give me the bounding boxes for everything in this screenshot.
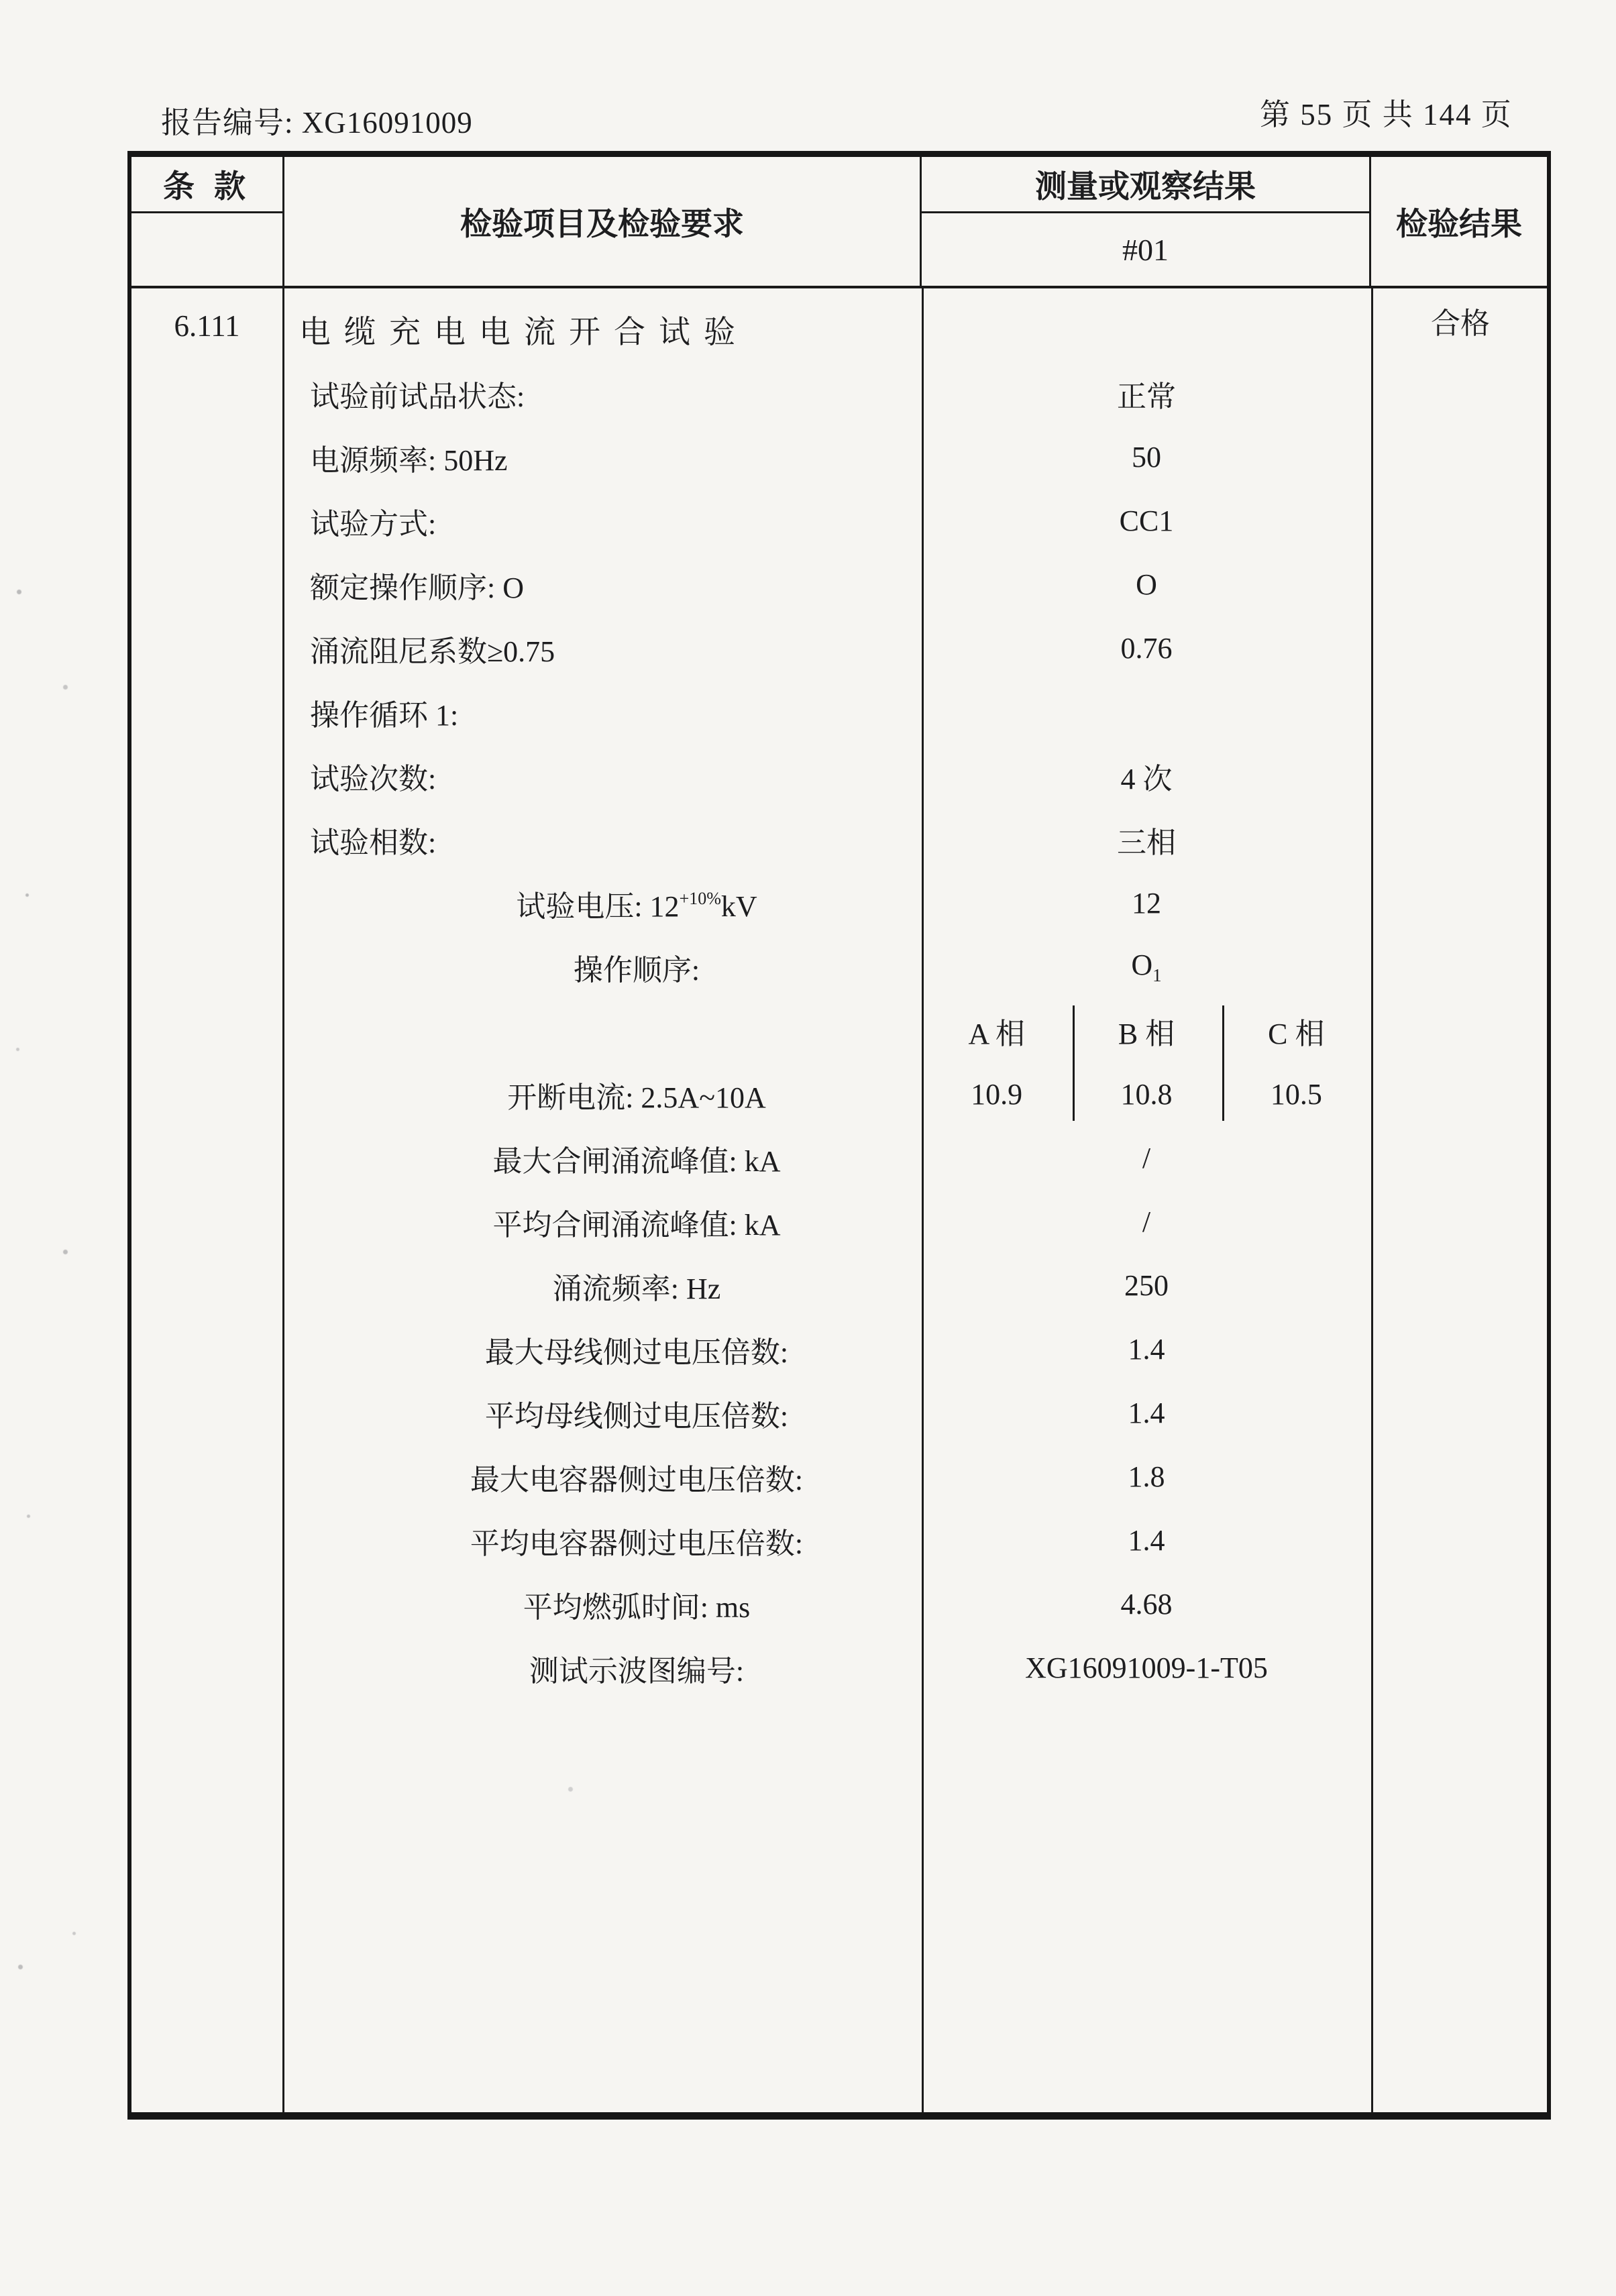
result-value: 1.4 xyxy=(1128,1397,1165,1429)
item-label: 涌流阻尼系数≥0.75 xyxy=(310,635,555,668)
item-label: 试验相数: xyxy=(310,826,437,859)
item-label: 平均燃弧时间: ms xyxy=(523,1590,751,1624)
test-voltage-unit: kV xyxy=(720,889,757,923)
table-row xyxy=(131,744,1547,808)
table-row xyxy=(131,362,1547,425)
table-body xyxy=(131,288,1547,2113)
item-label: 电缆充电电流开合试验 xyxy=(299,315,749,350)
page-indicator: 第 55 页 共 144 页 xyxy=(1260,98,1513,131)
result-value: / xyxy=(1142,1205,1151,1238)
phase-header-row xyxy=(922,1009,1371,1052)
item-label: 涌流频率: Hz xyxy=(552,1272,721,1305)
result-value: 正常 xyxy=(1117,380,1176,413)
item-label xyxy=(284,882,922,925)
phase-b-value: 10.8 xyxy=(1120,1078,1173,1111)
phase-values-row xyxy=(922,1077,1371,1111)
scan-artifacts xyxy=(0,0,3,3)
table-row xyxy=(131,999,1547,1062)
result-value: 12 xyxy=(1132,887,1161,920)
table-header xyxy=(131,157,1547,288)
item-label: 操作循环 1: xyxy=(310,698,459,732)
operating-sequence-subscript: 1 xyxy=(1152,965,1162,985)
item-label: 平均母线侧过电压倍数: xyxy=(484,1399,789,1433)
result-value: 4 次 xyxy=(1120,762,1173,796)
item-label: 最大电容器侧过电压倍数: xyxy=(470,1463,804,1496)
report-number: 报告编号: XG16091009 xyxy=(161,106,473,140)
voltage-tolerance-superscript: +10% xyxy=(679,888,721,908)
table-row xyxy=(131,616,1547,680)
result-value: 三相 xyxy=(1117,826,1176,859)
table-row xyxy=(131,1254,1547,1317)
item-label: 平均电容器侧过电压倍数: xyxy=(470,1527,804,1560)
item-label: 最大合闸涌流峰值: kA xyxy=(492,1144,781,1178)
item-label: 试验前试品状态: xyxy=(310,380,525,413)
result-value: 1.8 xyxy=(1128,1460,1165,1493)
table-row xyxy=(131,1445,1547,1509)
item-label: 操作顺序: xyxy=(573,953,700,987)
result-value: 1.4 xyxy=(1128,1333,1165,1366)
table-row xyxy=(131,1317,1547,1381)
result-value: 1.4 xyxy=(1128,1524,1165,1557)
result-value: / xyxy=(1142,1142,1151,1174)
table-row xyxy=(131,808,1547,871)
inspection-table xyxy=(127,151,1551,2120)
phase-results-block xyxy=(131,999,1547,1126)
header-result-group: 测量或观察结果 xyxy=(922,157,1371,213)
phase-column-divider xyxy=(1222,1005,1224,1121)
phase-column-divider xyxy=(1073,1005,1075,1121)
result-value: 250 xyxy=(1124,1269,1169,1302)
table-row xyxy=(131,553,1547,616)
table-row xyxy=(131,871,1547,935)
phase-c-value: 10.5 xyxy=(1270,1078,1322,1111)
phase-c-header: C 相 xyxy=(1268,1017,1325,1050)
item-label: 测试示波图编号: xyxy=(529,1654,745,1688)
column-divider xyxy=(922,288,924,2113)
table-row xyxy=(131,425,1547,489)
table-row xyxy=(131,489,1547,553)
item-label: 最大母线侧过电压倍数: xyxy=(484,1335,789,1369)
result-value xyxy=(922,948,1371,986)
item-label: 开断电流: 2.5A~10A xyxy=(507,1081,766,1114)
table-row xyxy=(131,935,1547,999)
header-clause-sub xyxy=(131,213,284,286)
column-divider xyxy=(282,288,284,2113)
result-value: O xyxy=(1136,568,1157,601)
item-label: 电源频率: 50Hz xyxy=(310,443,508,477)
operating-sequence-value: O xyxy=(1131,948,1153,981)
verdict-value: 合格 xyxy=(1431,307,1490,340)
table-row xyxy=(131,298,1547,362)
item-label: 平均合闸涌流峰值: kA xyxy=(492,1208,781,1242)
table-row xyxy=(131,1636,1547,1700)
item-label: 额定操作顺序: O xyxy=(310,571,524,604)
result-value: XG16091009-1-T05 xyxy=(1025,1651,1268,1684)
table-row xyxy=(131,1381,1547,1445)
result-value: CC1 xyxy=(1119,504,1174,537)
phase-b-header: B 相 xyxy=(1118,1017,1175,1050)
phase-a-header: A 相 xyxy=(968,1017,1025,1050)
header-result-sample: #01 xyxy=(922,213,1371,286)
result-value: 4.68 xyxy=(1120,1588,1173,1621)
table-row xyxy=(131,1062,1547,1126)
result-value: 0.76 xyxy=(1120,632,1173,665)
table-row xyxy=(131,680,1547,744)
header-item: 检验项目及检验要求 xyxy=(284,157,922,286)
table-row xyxy=(131,1190,1547,1254)
phase-a-value: 10.9 xyxy=(971,1078,1023,1111)
clause-number: 6.111 xyxy=(174,309,240,343)
table-row xyxy=(131,1509,1547,1572)
column-divider xyxy=(1371,288,1373,2113)
item-label: 试验方式: xyxy=(310,507,437,541)
result-value: 50 xyxy=(1132,441,1161,474)
test-voltage-prefix: 试验电压: 12 xyxy=(516,889,680,923)
table-row xyxy=(131,1572,1547,1636)
header-verdict: 检验结果 xyxy=(1396,205,1522,241)
item-label: 试验次数: xyxy=(310,762,437,796)
header-clause: 条 款 xyxy=(131,157,284,213)
table-row xyxy=(131,1126,1547,1190)
